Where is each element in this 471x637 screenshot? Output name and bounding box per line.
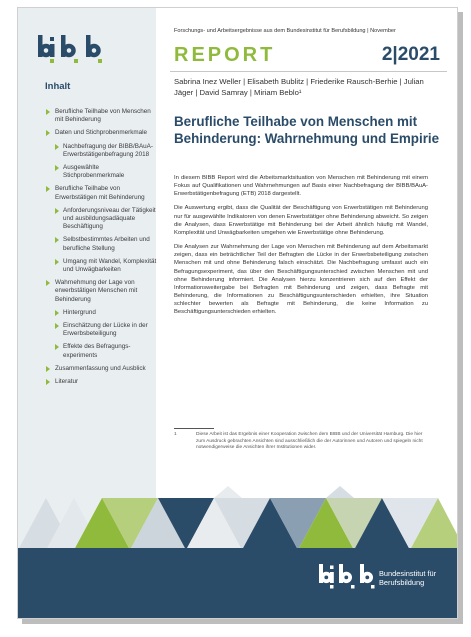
- toc-item-einschaetzung[interactable]: [43, 322, 158, 338]
- bullet-icon: [55, 259, 59, 265]
- bullet-icon: [46, 130, 50, 136]
- authors: Sabrina Inez Weller | Elisabeth Bublitz | Friederike Rausch-Berhie | Julian Jäger | David Samray | Miriam Beblo¹: [174, 77, 424, 98]
- bullet-icon: [55, 344, 59, 350]
- header-divider: [170, 71, 447, 72]
- toc-item-label: Daten und Stichprobenmerkmale: [55, 129, 148, 137]
- toc-item-label: Zusammenfassung und Ausblick: [55, 364, 146, 372]
- toc-item-literatur[interactable]: [43, 378, 158, 386]
- toc-item-berufliche-teilhabe[interactable]: [43, 108, 158, 124]
- bullet-icon: [55, 208, 59, 214]
- toc-item-label: Hintergrund: [63, 308, 96, 316]
- toc-item-daten[interactable]: [43, 129, 158, 137]
- toc-heading: Inhalt: [45, 81, 71, 92]
- footer-bibb-logo: [318, 564, 378, 594]
- toc-item-label: Einschätzung der Lücke in der Erwerbsbeteiligung: [63, 322, 148, 338]
- footnote-number: 1: [174, 432, 177, 437]
- toc-item-label: Effekte des Befragungs-experiments: [63, 343, 131, 359]
- footer-institute-name: [379, 569, 436, 587]
- triangle-pattern-graphic: [18, 486, 458, 550]
- abstract-paragraph: Die Auswertung ergibt, dass die Qualität der Beschäftigung von Erwerbstätigen mit Behinderung nur für ausgewählte Indikatoren von denen Erwerbstätiger ohne Behinderung abweicht. So zeigen die Analysen, dass Erwerbstätige mit Behinderung bei der Arbeit ähnlich häufig mit Wandel, Komplexität und Unwägbarkeiten umgehen wie Erwerbstätige ohne Behinderung.: [174, 205, 428, 236]
- report-cover-page: [17, 7, 458, 619]
- bullet-icon: [46, 379, 50, 385]
- toc-item-label: Selbstbestimmtes Arbeiten und berufliche Stellung: [63, 236, 150, 252]
- report-label: REPORT: [174, 44, 276, 66]
- toc-item-hintergrund[interactable]: [43, 309, 158, 317]
- bullet-icon: [46, 109, 50, 115]
- toc-item-nachbefragung[interactable]: [43, 143, 158, 159]
- toc-item-teilhabe-erwerbstaetige[interactable]: [43, 185, 158, 201]
- table-of-contents: [43, 103, 158, 386]
- toc-item-label: Ausgewählte Stichprobenmerkmale: [63, 164, 125, 180]
- bullet-icon: [46, 186, 50, 192]
- toc-item-selbstbestimmtes-arbeiten[interactable]: [43, 236, 158, 252]
- toc-item-stichprobenmerkmale[interactable]: [43, 164, 158, 180]
- publication-series-line: Forschungs- und Arbeitsergebnisse aus dem Bundesinstitut für Berufsbildung | November: [174, 28, 396, 34]
- toc-item-label: Nachbefragung der BIBB/BAuA-Erwerbstätigenbefragung 2018: [63, 142, 153, 158]
- abstract-paragraph: Die Analysen zur Wahrnehmung der Lage von Menschen mit Behinderung auf dem Arbeitsmarkt zeigen, dass ein beträchtlicher Teil der Befragten die Lücke in der Erwerbsbeteiligung zwischen Menschen mit und ohne Behinderung falsch einschätzt. Die Nachbefragung umfasst auch ein Befragungsexperiment, das über den Beschäftigungsunterschied zwischen Menschen mit und ohne Behinderung informiert. Die Analysen hierzu konzentrieren sich auf den Effekt der Informationsweitergabe bei Befragten mit Behinderung und zeigen, dass Befragte mit Behinderung, die Informationen zu Beschäftigungsunterschieden erhielten, ihre Situation schlechter bewerten als Befragte mit Behinderung, die keine Information zu Beschäftigungsunterschieden erhielten.: [174, 244, 428, 316]
- bullet-icon: [46, 280, 50, 286]
- abstract-body: [174, 174, 428, 323]
- toc-item-label: Anforderungsniveau der Tätigkeit und ausbildungsadäquate Beschäftigung: [63, 206, 156, 231]
- footnote-text: Diese Arbeit ist das Ergebnis einer Kooperation zwischen dem BIBB und der Universität Hamburg. Die hier zum Ausdruck gebrachten Ansichten sind ausschließlich die der Autorinnen und Autoren und spiegeln nicht notwendigerweise die Ansichten ihrer Institutionen wider.: [196, 432, 423, 451]
- toc-item-effekte[interactable]: [43, 343, 158, 359]
- bullet-icon: [46, 366, 50, 372]
- toc-item-umgang-mit-wandel[interactable]: [43, 258, 158, 274]
- toc-item-label: Berufliche Teilhabe von Erwerbstätigen mit Behinderung: [55, 185, 145, 201]
- footnote-divider: [174, 428, 214, 429]
- toc-item-wahrnehmung[interactable]: [43, 279, 158, 304]
- footnote: [174, 432, 430, 452]
- issue-number: 2|2021: [381, 44, 440, 65]
- toc-item-label: Literatur: [55, 378, 79, 386]
- institute-line-2: Berufsbildung: [379, 578, 425, 587]
- bullet-icon: [55, 310, 59, 316]
- bullet-icon: [55, 165, 59, 171]
- abstract-paragraph: In diesem BIBB Report wird die Arbeitsmarktsituation von Menschen mit Behinderung mit einem Fokus auf Qualifikationen und Wahrnehmungen auf Basis einer Nachbefragung der BIBB/BAuA-Erwerbstätigenbefragung (ETB) 2018 dargestellt.: [174, 175, 428, 198]
- institute-line-1: Bundesinstitut für: [379, 569, 437, 578]
- bullet-icon: [55, 144, 59, 150]
- toc-item-label: Berufliche Teilhabe von Menschen mit Behinderung: [55, 108, 151, 124]
- document-title: Berufliche Teilhabe von Menschen mit Behinderung: Wahrnehmung und Empirie: [174, 114, 440, 146]
- toc-item-anforderungsniveau[interactable]: [43, 207, 158, 232]
- bullet-icon: [55, 237, 59, 243]
- toc-item-label: Umgang mit Wandel, Komplexität und Unwägbarkeiten: [63, 257, 157, 274]
- toc-item-zusammenfassung[interactable]: [43, 365, 158, 373]
- bibb-logo: [36, 35, 136, 65]
- toc-item-label: Wahrnehmung der Lage von erwerbstätigen Menschen mit Behinderung: [55, 279, 138, 303]
- bullet-icon: [55, 323, 59, 329]
